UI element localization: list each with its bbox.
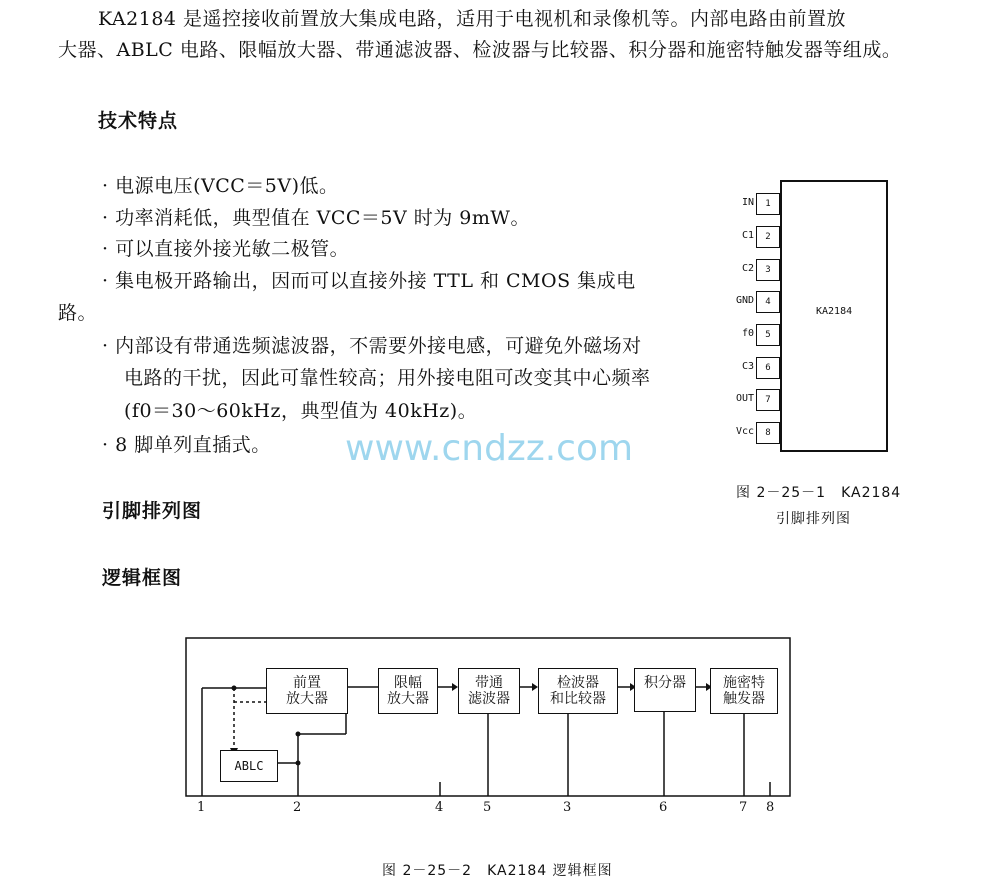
pin-label: IN <box>741 197 754 208</box>
pinout-caption-line-2: 引脚排列图 <box>776 511 851 527</box>
bandpass-label-2: 滤波器 <box>468 691 510 707</box>
schmitt-label-1: 施密特 <box>723 675 765 691</box>
limiter-label-2: 放大器 <box>387 691 429 707</box>
integrator-block: 积分器 <box>634 668 696 712</box>
schmitt-block <box>710 668 778 714</box>
preamp-block <box>266 668 348 714</box>
pin-number-box: 7 <box>756 389 780 411</box>
pin-number-label: 8 <box>766 800 775 815</box>
logic-caption: 图 2－25－2 KA2184 逻辑框图 <box>382 863 613 879</box>
limiter-block <box>378 668 438 714</box>
pin-number-label: 6 <box>659 800 668 815</box>
feature-item: · 8 脚单列直插式。 <box>102 434 271 456</box>
limiter-label-1: 限幅 <box>394 675 422 691</box>
feature-item: · 集电极开路输出，因而可以直接外接 TTL 和 CMOS 集成电 <box>102 270 636 292</box>
pin-label: GND <box>735 295 754 306</box>
pin-label: C2 <box>741 263 754 274</box>
pin-number-box: 2 <box>756 226 780 248</box>
feature-item: · 内部设有带通选频滤波器，不需要外接电感，可避免外磁场对 <box>102 335 642 357</box>
pin-label: C1 <box>741 230 754 241</box>
feature-item-continued: 路。 <box>58 302 98 324</box>
bandpass-label-1: 带通 <box>475 675 503 691</box>
pinout-heading: 引脚排列图 <box>102 500 203 522</box>
watermark-text: www.cndzz.com <box>345 428 634 469</box>
pin-number-box: 6 <box>756 357 780 379</box>
preamp-label-2: 放大器 <box>286 691 328 707</box>
pin-diagram <box>720 180 890 450</box>
detector-block <box>538 668 618 714</box>
detector-label-1: 检波器 <box>557 675 599 691</box>
logic-diagram <box>180 632 800 822</box>
schmitt-label-2: 触发器 <box>723 691 765 707</box>
feature-item-continued: 电路的干扰，因此可靠性较高；用外接电阻可改变其中心频率 <box>124 367 651 389</box>
pin-label: Vcc <box>735 426 754 437</box>
pin-label: OUT <box>735 393 754 404</box>
pin-number-label: 3 <box>563 800 572 815</box>
pin-number-box: 5 <box>756 324 780 346</box>
features-heading: 技术特点 <box>98 110 179 132</box>
feature-item: · 电源电压(VCC＝5V)低。 <box>102 175 339 197</box>
pin-number-label: 4 <box>435 800 444 815</box>
logic-heading: 逻辑框图 <box>102 567 183 589</box>
pin-number-box: 3 <box>756 259 780 281</box>
preamp-label-1: 前置 <box>293 675 321 691</box>
pin-number-box: 1 <box>756 193 780 215</box>
feature-item-continued: (f0＝30～60kHz，典型值为 40kHz)。 <box>124 400 478 422</box>
logic-diagram-wires <box>180 632 800 822</box>
feature-item: · 功率消耗低，典型值在 VCC＝5V 时为 9mW。 <box>102 207 530 229</box>
pin-number-label: 1 <box>197 800 206 815</box>
pin-number-box: 8 <box>756 422 780 444</box>
bandpass-block <box>458 668 520 714</box>
detector-label-2: 和比较器 <box>550 691 606 707</box>
ablc-block: ABLC <box>220 750 278 782</box>
pin-number-label: 5 <box>483 800 492 815</box>
pin-number-label: 2 <box>293 800 302 815</box>
feature-item: · 可以直接外接光敏二极管。 <box>102 238 350 260</box>
ic-name: KA2184 <box>816 306 853 317</box>
pin-label: f0 <box>741 328 754 339</box>
intro-line-2: 大器、ABLC 电路、限幅放大器、带通滤波器、检波器与比较器、积分器和施密特触发器等组成。 <box>58 39 902 61</box>
pin-number-label: 7 <box>739 800 748 815</box>
pinout-caption-line-1: 图 2－25－1 KA2184 <box>736 485 902 501</box>
pin-number-box: 4 <box>756 291 780 313</box>
intro-line-1: KA2184 是遥控接收前置放大集成电路，适用于电视机和录像机等。内部电路由前置放 <box>98 8 847 30</box>
pin-label: C3 <box>741 361 754 372</box>
